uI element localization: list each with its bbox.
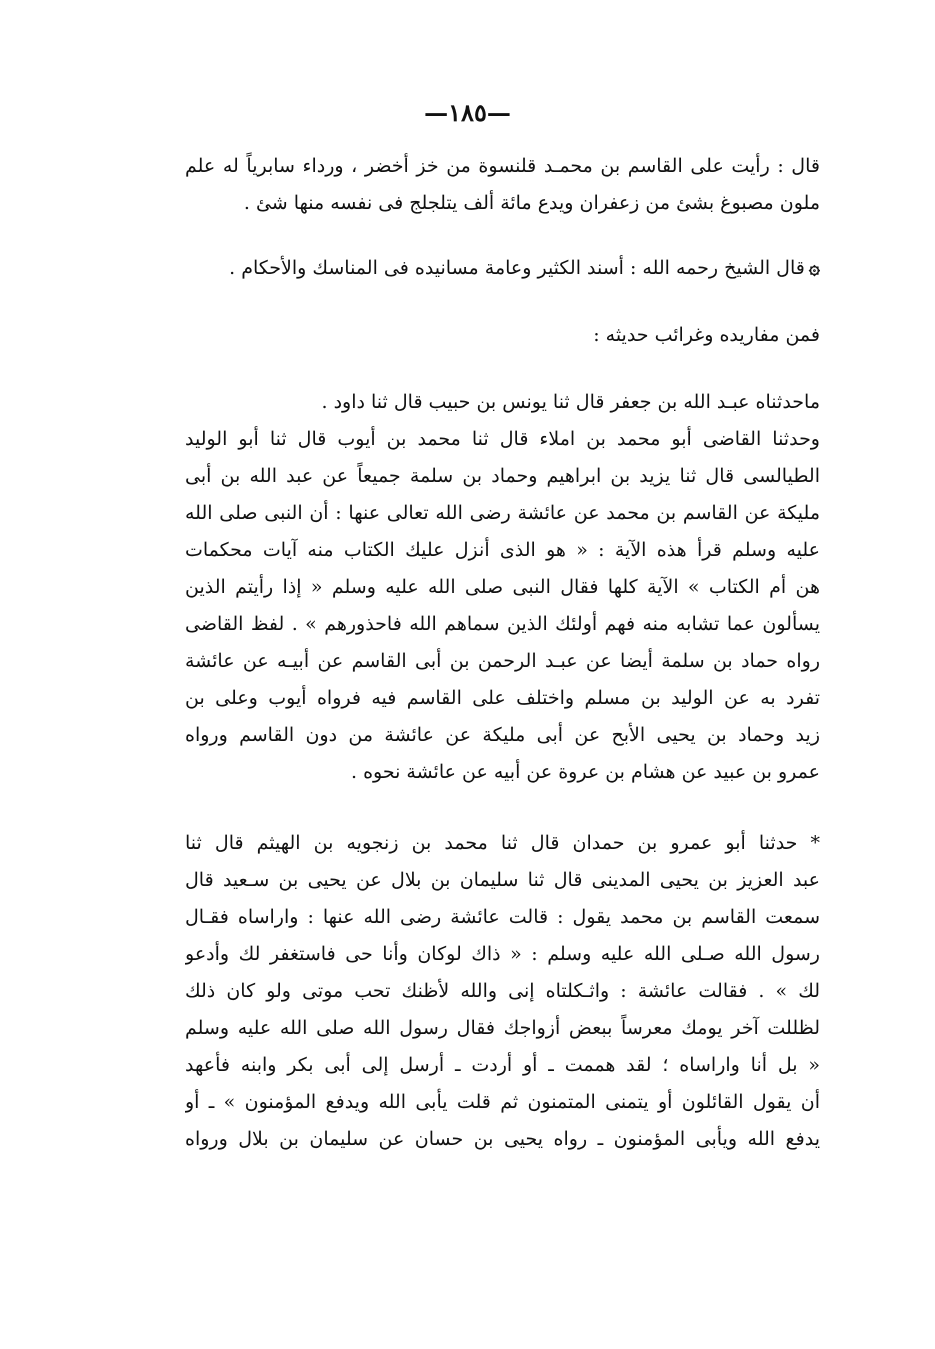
text-line: وحدثنا القاضى أبو محمد بن املاء قال ثنا محمد بن أيوب قال ثنا أبو الوليد (185, 428, 820, 450)
body-text (185, 148, 820, 1158)
text-line: لك » . فقالت عائشة : واثـكلتاه إنى والله لأظنك تحب موتى ولو كان ذلك (185, 980, 820, 1002)
text-line: يسألون عما تشابه منه فهم أولئك الذين سماهم الله فاحذورهم » . لفظ القاضى (185, 613, 820, 635)
section-heading: فمن مفاريده وغرائب حديثه : (593, 324, 820, 346)
text-line: هن أم الكتاب » الآية كلها فقال النبى صلى الله عليه وسلم « إذا رأيتم الذين (185, 576, 820, 598)
page-number: —١٨٥— (424, 98, 511, 127)
ornament-icon: ۞ (808, 257, 820, 279)
text-line: رسول الله صـلى الله عليه وسلم : « ذاك لوكان وأنا حى فاستغفر لك وأدعو (185, 943, 820, 965)
text-line: ملون مصبوغ بشئ من زعفران ويدع مائة ألف يتلجلج فى نفسه منها شئ . (243, 192, 820, 214)
text-line: مليكة عن القاسم بن محمد عن عائشة رضى الله تعالى عنها : أن النبى صلى الله (185, 502, 820, 524)
text-line: تفرد به عن الوليد بن مسلم واختلف على القاسم فيه فرواه أيوب وعلى بن (185, 687, 820, 709)
text-line-content: قال الشيخ رحمه الله : أسند الكثير وعامة مسانيده فى المناسك والأحكام . (229, 257, 805, 279)
text-line: الطيالسى قال ثنا يزيد بن ابراهيم وحماد بن سلمة جميعاً عن عبد الله بن أبى (185, 465, 820, 487)
paragraph-sheikh-note (185, 250, 820, 287)
text-line: قال : رأيت على القاسم بن محمـد قلنسوة من خز أخضر ، ورداء سابرياً له علم (185, 155, 820, 177)
text-line: عليه وسلم قرأ هذه الآية : « هو الذى أنزل عليك الكتاب منه آيات محكمات (185, 539, 820, 561)
text-line: لظللت آخر يومك معرساً ببعض أزواجك فقال رسول الله صلى الله عليه وسلم (185, 1017, 820, 1039)
text-line: ماحدثناه عبـد الله بن جعفر قال ثنا يونس بن حبيب قال ثنا داود . (321, 391, 820, 413)
text-line (185, 250, 820, 287)
paragraph-heading (185, 317, 820, 354)
text-line: عمرو بن عبيد عن هشام بن عروة عن أبيه عن عائشة نحوه . (350, 761, 820, 783)
text-line: يدفع الله ويأبى المؤمنون ـ رواه يحيى بن حسان عن سليمان بن بلال ورواه (185, 1128, 820, 1150)
paragraph-intro (185, 148, 820, 222)
text-line: « بل أنا واراساه ؛ لقد هممت ـ أو أردت ـ أرسل إلى أبى بكر وابنه فأعهد (185, 1054, 820, 1076)
paragraph-hadith-2 (185, 825, 820, 1158)
text-line: زيد وحماد بن يحيى الأبح عن أبى مليكة عن عائشة من دون القاسم ورواه (185, 724, 820, 746)
text-line: * حدثنا أبو عمرو بن حمدان قال ثنا محمد بن زنجويه بن الهيثم قال ثنا (185, 832, 820, 854)
text-line: أن يقول القائلون أو يتمنى المتمنون ثم قلت يأبى الله ويدفع المؤمنون » ـ أو (185, 1091, 820, 1113)
text-line: عبد العزيز بن يحيى المدينى قال ثنا سليمان بن بلال عن يحيى بن سـعيد قال (185, 869, 820, 891)
paragraph-hadith-1 (185, 384, 820, 791)
text-line: سمعت القاسم بن محمد يقول : قالت عائشة رضى الله عنها : واراساه فقـال (185, 906, 820, 928)
text-line: رواه حماد بن سلمة أيضا عن عبـد الرحمن بن أبى القاسم عن أبيـه عن عائشة (185, 650, 820, 672)
